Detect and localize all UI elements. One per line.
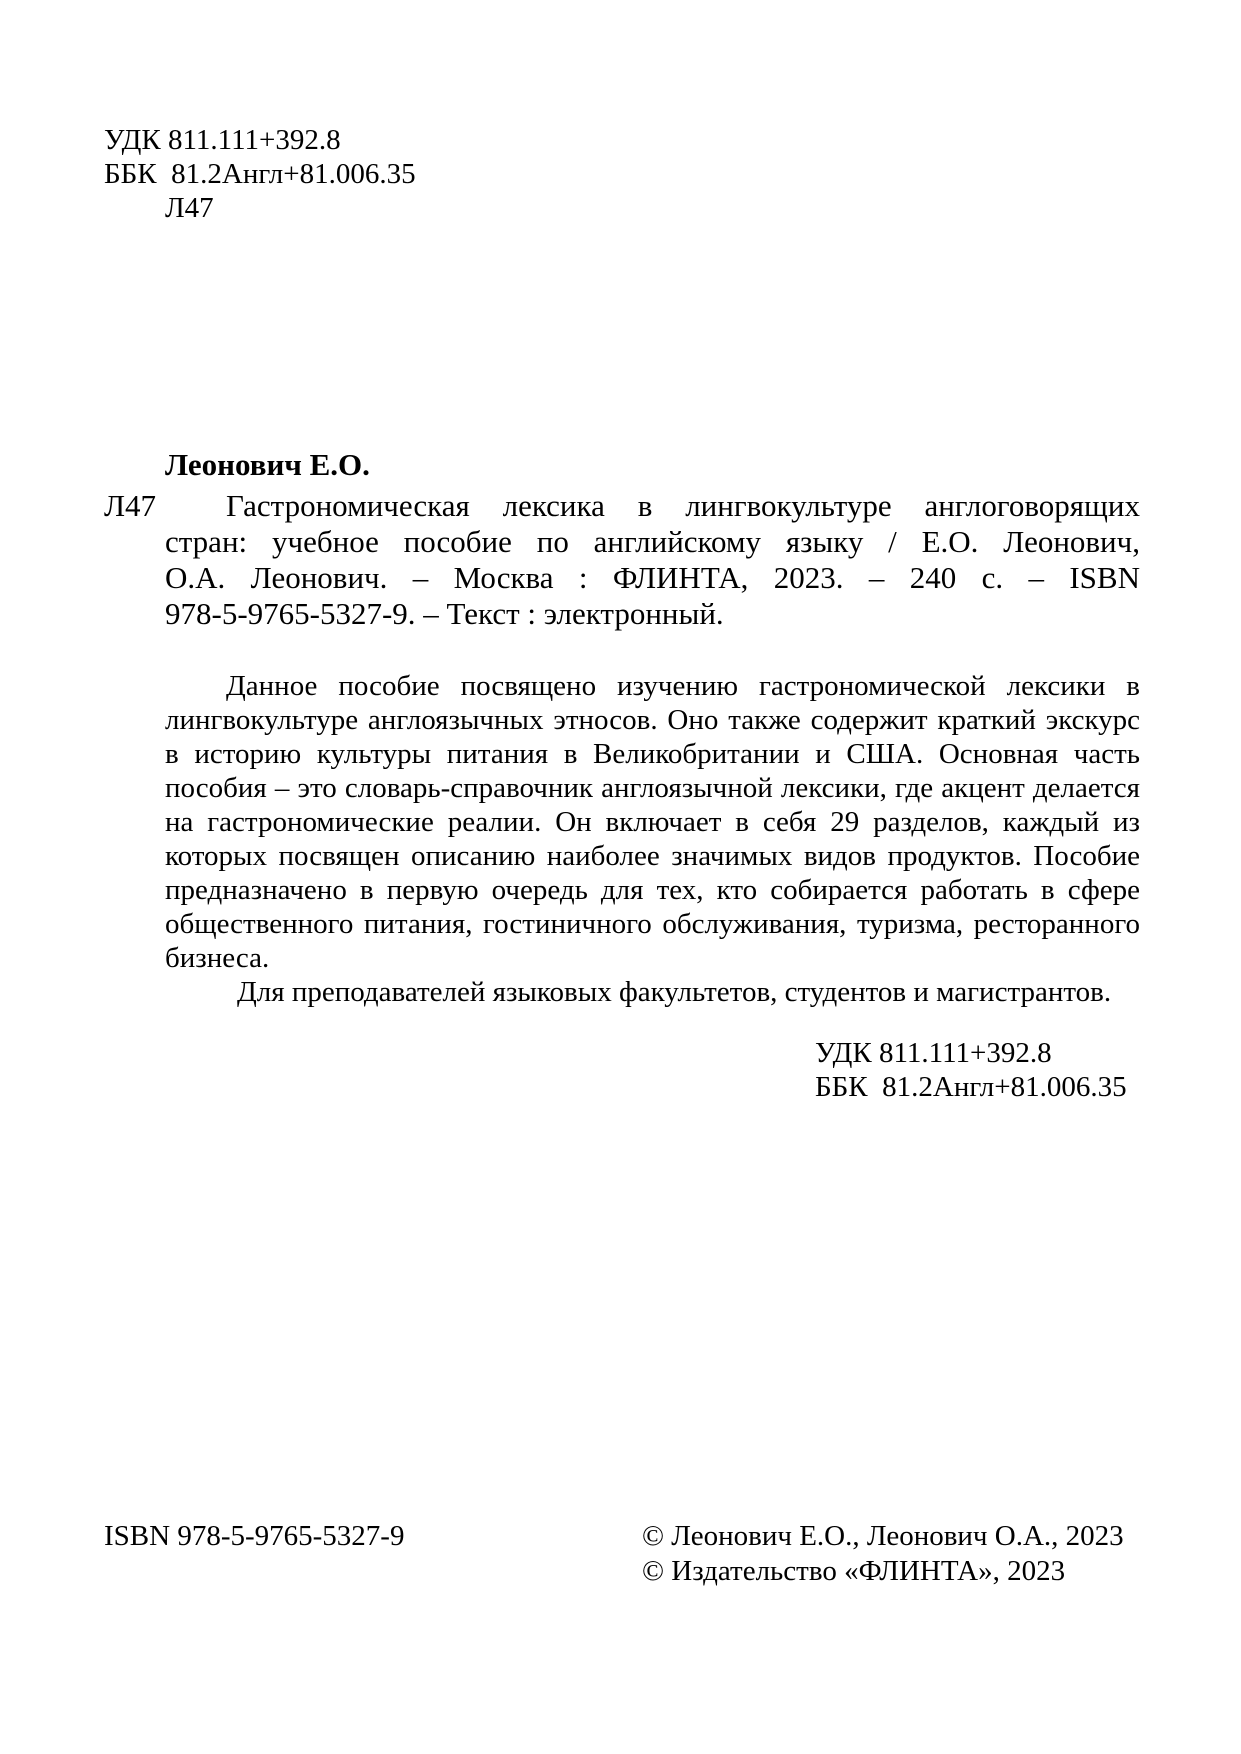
bbk-code-right: ББК 81.2Англ+81.006.35 xyxy=(815,1071,1127,1103)
copyright-publisher: © Издательство «ФЛИНТА», 2023 xyxy=(642,1555,1066,1587)
audience-note: Для преподавателей языковых факультетов, студентов и магистрантов. xyxy=(237,976,1112,1008)
citation-line: стран: учебное пособие по английскому языку / Е.О. Леонович, xyxy=(165,524,1140,559)
author-name: Леонович Е.О. xyxy=(165,447,370,482)
abstract-line: общественного питания, гостиничного обслуживания, туризма, ресторанного xyxy=(165,908,1140,940)
isbn: ISBN 978-5-9765-5327-9 xyxy=(104,1520,405,1552)
abstract-line: Данное пособие посвящено изучению гастрономической лексики в xyxy=(226,670,1140,702)
abstract-line: которых посвящен описанию наиболее значимых видов продуктов. Пособие xyxy=(165,840,1140,872)
udk-code: УДК 811.111+392.8 xyxy=(104,124,341,156)
abstract-line: в историю культуры питания в Великобритании и США. Основная часть xyxy=(165,738,1140,770)
abstract-line: бизнеса. xyxy=(165,942,270,974)
copyright-authors: © Леонович Е.О., Леонович О.А., 2023 xyxy=(642,1520,1124,1552)
author-mark: Л47 xyxy=(165,192,214,224)
abstract-line: пособия – это словарь-справочник англоязычной лексики, где акцент делается xyxy=(165,772,1140,804)
abstract-line: лингвокультуре англоязычных этносов. Оно также содержит краткий экскурс xyxy=(165,704,1140,736)
abstract-line: предназначено в первую очередь для тех, кто собирается работать в сфере xyxy=(165,874,1140,906)
citation-line: Гастрономическая лексика в лингвокультуре англоговорящих xyxy=(226,488,1140,523)
citation-line: О.А. Леонович. – Москва : ФЛИНТА, 2023. – 240 с. – ISBN xyxy=(165,560,1140,595)
bbk-code: ББК 81.2Англ+81.006.35 xyxy=(104,158,416,190)
udk-code-right: УДК 811.111+392.8 xyxy=(815,1037,1052,1069)
entry-author-mark: Л47 xyxy=(104,488,157,523)
abstract-line: на гастрономические реалии. Он включает в себя 29 разделов, каждый из xyxy=(165,806,1140,838)
citation-line: 978-5-9765-5327-9. – Текст : электронный. xyxy=(165,596,724,631)
